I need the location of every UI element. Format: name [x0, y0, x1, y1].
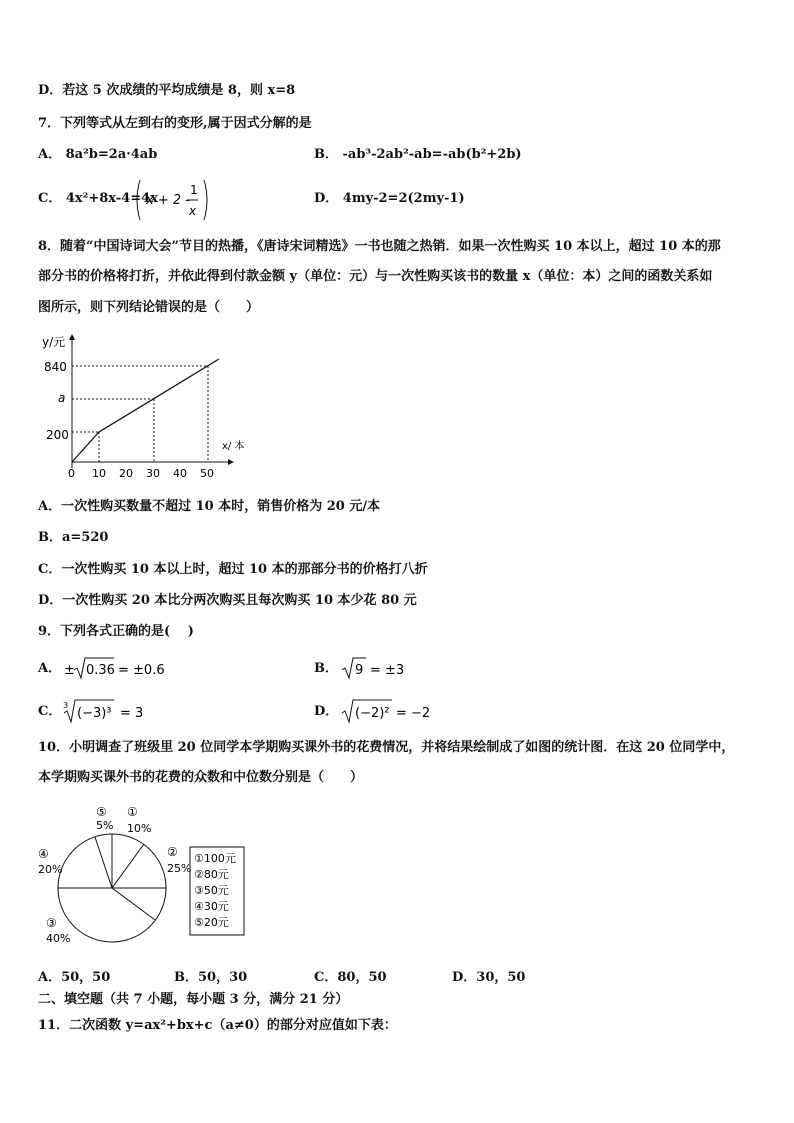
q9-a-label: A．	[38, 661, 62, 676]
q9-d-label: D．	[314, 704, 339, 719]
q8-option-d: D．一次性购买 20 本比分两次购买且每次购买 10 本少花 80 元	[38, 593, 417, 608]
q10-line1: 10．小明调查了班级里 20 位同学本学期购买课外书的花费情况，并将结果绘制成了如图的统计图．在这 20 位同学中，	[38, 740, 735, 755]
q10-legend-2: ②80元	[194, 868, 229, 881]
q8-x-tick-40: 40	[173, 467, 187, 480]
q6-option-d: D．若这 5 次成绩的平均成绩是 8，则 x=8	[38, 83, 296, 98]
q9-d-rhs: = −2	[396, 706, 431, 721]
q8-y-tick-200: 200	[46, 428, 69, 442]
q7-c-frac-den: x	[189, 204, 197, 218]
q9-b-label: B．	[314, 661, 338, 676]
q8-option-a: A．一次性购买数量不超过 10 本时，销售价格为 20 元/本	[38, 499, 381, 514]
q10-pie-chart	[34, 802, 264, 952]
q8-option-c: C．一次性购买 10 本以上时，超过 10 本的那部分书的价格打八折	[38, 562, 428, 577]
q8-x-axis-label: x/ 本	[222, 441, 245, 452]
q8-guide-lines	[72, 366, 208, 462]
q10-label-5-mark: ⑤	[96, 805, 107, 819]
q8-y-axis-label: y/元	[42, 335, 66, 349]
q9-option-a	[38, 660, 165, 678]
q7-stem: 7．下列等式从左到右的变形,属于因式分解的是	[38, 116, 312, 131]
q10-label-3-pct: 40%	[46, 932, 71, 945]
q9-c-rhs: = 3	[120, 706, 144, 721]
q10-label-1-mark: ①	[127, 805, 138, 819]
q9-option-c	[38, 701, 144, 721]
q8-line1: 8．随着“中国诗词大会”节目的热播，《唐诗宋词精选》一书也随之热销．如果一次性购买 10 本以上，超过 10 本的那	[38, 239, 721, 254]
q9-c-label: C．	[38, 704, 62, 719]
q8-y-tick-a: a	[58, 391, 66, 405]
q10-label-5-pct: 5%	[96, 819, 114, 832]
q9-a-expression	[64, 656, 204, 682]
q7-option-b: B． -ab³-2ab²-ab=-ab(b²+2b)	[314, 147, 522, 162]
q9-c-radicand: (−3)³	[77, 706, 112, 721]
q8-x-tick-10: 10	[92, 467, 106, 480]
q10-option-d: D．30，50	[452, 970, 526, 985]
q9-b-radicand: 9	[355, 663, 364, 678]
q7-c-frac-num: 1	[190, 183, 198, 197]
q10-option-a: A．50，50	[38, 970, 111, 985]
q9-a-pm: ±	[64, 663, 75, 678]
q8-y-tick-840: 840	[44, 360, 67, 374]
q9-a-radicand: 0.36	[86, 663, 115, 678]
q10-legend-3: ③50元	[194, 884, 229, 897]
q8-option-b: B．a=520	[38, 530, 109, 545]
q8-x-tick-20: 20	[119, 467, 133, 480]
q8-x-tick-0: 0	[68, 467, 75, 480]
q10-label-4-mark: ④	[38, 847, 49, 861]
q8-function-graph	[38, 332, 268, 480]
q10-pie-dividers	[58, 834, 166, 920]
q7-option-c-prefix: C． 4x²+8x-4=4x	[38, 191, 158, 206]
q10-label-1-pct: 10%	[127, 822, 152, 835]
q9-d-radicand: (−2)²	[355, 706, 390, 721]
q9-b-rhs: = ±3	[370, 663, 405, 678]
q9-a-rhs: = ±0.6	[118, 663, 165, 678]
section-2-heading: 二、填空题（共 7 小题，每小题 3 分，满分 21 分）	[38, 992, 349, 1007]
q10-option-b: B．50，30	[174, 970, 248, 985]
q10-option-c: C．80，50	[314, 970, 387, 985]
q9-c-expression	[62, 696, 182, 726]
q10-line2: 本学期购买课外书的花费的众数和中位数分别是（ ）	[38, 770, 364, 785]
q7-c-paren-text: x + 2 -	[146, 193, 190, 208]
q8-function-line	[72, 359, 219, 462]
q10-label-2-mark: ②	[167, 845, 178, 859]
q9-option-d	[314, 703, 431, 721]
q7-option-c-paren-expression	[134, 178, 214, 222]
q8-line2: 部分书的价格将打折，并依此得到付款金额 y（单位：元）与一次性购买该书的数量 x（单位：本）之间的函数关系如	[38, 269, 713, 284]
q8-line3: 图所示，则下列结论错误的是（ ）	[38, 300, 260, 315]
q10-legend-4: ④30元	[194, 900, 229, 913]
q7-option-a: A． 8a²b=2a·4ab	[38, 147, 158, 162]
q7-option-d: D． 4my-2=2(2my-1)	[314, 191, 465, 206]
q10-label-2-pct: 25%	[167, 862, 192, 875]
q10-legend-5: ⑤20元	[194, 916, 229, 929]
q8-x-tick-50: 50	[200, 467, 214, 480]
q9-option-b	[314, 660, 405, 678]
q11-stem: 11．二次函数 y=ax²+bx+c（a≠0）的部分对应值如下表：	[38, 1018, 397, 1033]
q9-c-index: 3	[63, 701, 69, 710]
q10-legend-1: ①100元	[194, 852, 236, 865]
q9-b-expression	[340, 656, 440, 682]
q9-d-expression	[340, 696, 460, 726]
q10-label-4-pct: 20%	[38, 863, 63, 876]
q10-label-3-mark: ③	[46, 916, 57, 930]
q8-x-tick-30: 30	[146, 467, 160, 480]
q9-stem: 9．下列各式正确的是( )	[38, 624, 194, 639]
